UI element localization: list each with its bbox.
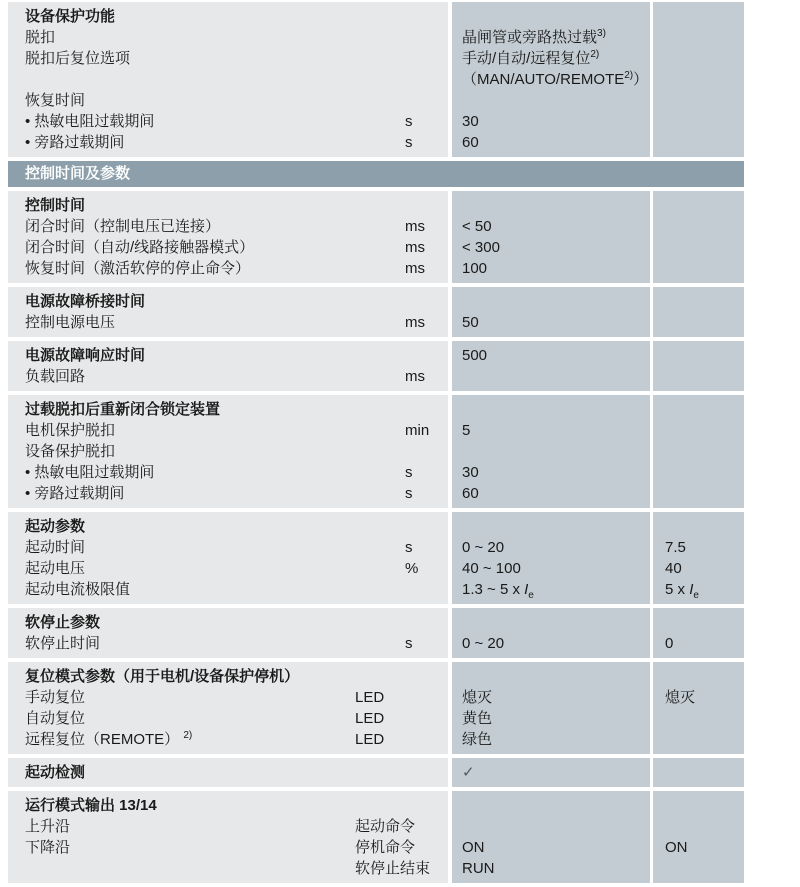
value-column-1 [452, 512, 650, 604]
value-column-2 [653, 791, 744, 883]
row-label-unit [8, 312, 448, 333]
row-unit [355, 399, 448, 420]
row-unit: 停机命令 [355, 839, 416, 856]
value-column-1 [452, 395, 650, 508]
row-value-1 [452, 816, 650, 837]
row-unit: s [405, 635, 413, 652]
spec-group-reset-mode-parameters [8, 662, 744, 754]
row-value-2: 40 [665, 560, 682, 577]
row-value-1: 熄灭 [462, 689, 493, 706]
row-label: 负载回路 [25, 368, 86, 385]
row-label: 起动电压 [25, 560, 86, 577]
label-unit-column [8, 341, 448, 391]
label-unit-column [8, 2, 448, 157]
row-unit [355, 6, 448, 27]
row-value-1 [452, 399, 650, 420]
value-column-1 [452, 191, 650, 283]
row-value-1: 100 [462, 260, 488, 277]
label-unit-column [8, 791, 448, 883]
row-unit [355, 795, 448, 816]
row-value-1: （MAN/AUTO/REMOTE$^{2)}$） [462, 70, 649, 88]
row-value-2 [653, 420, 744, 441]
row-label-unit [8, 90, 448, 111]
row-value-1: RUN [462, 860, 495, 877]
row-value-2 [653, 729, 744, 750]
label-unit-column [8, 191, 448, 283]
value-column-2 [653, 2, 744, 157]
spec-group-start-detection [8, 758, 744, 787]
section-band-control-times-and-parameters: 控制时间及参数 [8, 161, 744, 187]
row-unit [355, 516, 448, 537]
spec-group-reclosing-lockout-after-overload-trip [8, 395, 744, 508]
row-label: 闭合时间（控制电压已连接） [25, 218, 221, 235]
spec-table [8, 2, 744, 887]
row-value-2 [653, 291, 744, 312]
spec-group-power-failure-bridging-time [8, 287, 744, 337]
value-column-2 [653, 341, 744, 391]
value-column-1 [452, 2, 650, 157]
row-label: 电机保护脱扣 [25, 422, 116, 439]
spec-group-device-protection-functions [8, 2, 744, 157]
row-value-2: 5 x $I_e$ [665, 581, 699, 601]
row-label-unit [8, 366, 448, 387]
row-value-1: 0 ~ 20 [462, 635, 505, 652]
row-unit [355, 291, 448, 312]
row-label-unit [8, 441, 448, 462]
row-label [8, 69, 355, 90]
row-unit [355, 666, 448, 687]
row-value-1 [452, 90, 650, 111]
row-label: 自动复位 [25, 710, 86, 727]
row-value-1: 5 [462, 422, 471, 439]
row-unit [355, 579, 448, 600]
row-label: 恢复时间 [25, 92, 86, 109]
value-column-1 [452, 662, 650, 754]
value-column-1 [452, 341, 650, 391]
row-value-1 [452, 612, 650, 633]
row-value-1: 500 [462, 347, 488, 364]
row-value-1 [452, 195, 650, 216]
value-column-1 [452, 791, 650, 883]
value-column-2 [653, 287, 744, 337]
row-unit: ms [405, 260, 425, 277]
row-unit: s [405, 485, 413, 502]
row-value-1: 0 ~ 20 [462, 539, 505, 556]
row-value-2 [653, 237, 744, 258]
row-label-unit [8, 345, 448, 366]
row-value-1: 60 [462, 485, 479, 502]
value-column-2 [653, 395, 744, 508]
row-value-2 [653, 312, 744, 333]
row-value-1: 黄色 [462, 710, 493, 727]
row-label: 起动电流极限值 [25, 581, 131, 598]
row-label-unit [8, 258, 448, 279]
row-label-unit [8, 612, 448, 633]
row-value-1: 50 [462, 314, 479, 331]
value-column-2 [653, 191, 744, 283]
row-unit: min [405, 422, 430, 439]
row-value-1: 30 [462, 113, 479, 130]
row-label: • 旁路过载期间 [25, 134, 125, 151]
row-value-1 [452, 795, 650, 816]
spec-group-operating-mode-output-13-14 [8, 791, 744, 883]
row-value-2: 0 [665, 635, 674, 652]
row-label-unit [8, 6, 448, 27]
row-unit [355, 441, 448, 462]
spec-group-power-failure-response-time [8, 341, 744, 391]
row-label-unit [8, 666, 448, 687]
row-label-unit [8, 579, 448, 600]
row-label: 设备保护脱扣 [25, 443, 116, 460]
row-unit: LED [355, 710, 385, 727]
row-value-2 [653, 90, 744, 111]
row-value-2: ON [665, 839, 688, 856]
row-unit [355, 48, 448, 69]
row-label-unit [8, 558, 448, 579]
row-value-2 [653, 48, 744, 69]
row-value-2 [653, 258, 744, 279]
row-label: • 热敏电阻过载期间 [25, 464, 155, 481]
row-unit: % [405, 560, 419, 577]
row-value-1: 1.3 ~ 5 x $I_e$ [462, 581, 534, 601]
row-value-2 [653, 27, 744, 48]
row-value-1: 手动/自动/远程复位$^{2)}$ [462, 49, 600, 67]
row-label: • 热敏电阻过载期间 [25, 113, 155, 130]
row-unit [355, 90, 448, 111]
row-unit: s [405, 464, 413, 481]
row-label-unit [8, 237, 448, 258]
row-value-1 [452, 291, 650, 312]
row-label-unit [8, 795, 448, 816]
row-value-1: 60 [462, 134, 479, 151]
row-label-unit [8, 48, 448, 69]
value-column-2 [653, 662, 744, 754]
label-unit-column [8, 287, 448, 337]
row-unit: 软停止结束 [355, 860, 431, 877]
row-heading: 复位模式参数（用于电机/设备保护停机） [25, 668, 300, 685]
row-value-2 [653, 345, 744, 366]
row-value-1 [452, 366, 650, 387]
row-unit: 起动命令 [355, 818, 416, 835]
row-value-1: 40 ~ 100 [462, 560, 521, 577]
row-value-1: ✓ [462, 764, 475, 781]
row-heading: 电源故障响应时间 [25, 347, 146, 364]
row-unit [355, 195, 448, 216]
row-unit: LED [355, 731, 385, 748]
value-column-1 [452, 758, 650, 787]
row-label-unit [8, 516, 448, 537]
row-label-unit [8, 633, 448, 654]
row-heading: 电源故障桥接时间 [25, 293, 146, 310]
row-unit: s [405, 134, 413, 151]
row-label: 远程复位（REMOTE） $^{2)}$ [25, 730, 193, 748]
row-value-2 [653, 366, 744, 387]
row-label-unit [8, 462, 448, 483]
row-label: 手动复位 [25, 689, 86, 706]
spec-group-starting-parameters [8, 512, 744, 604]
row-label: 脱扣后复位选项 [25, 50, 131, 67]
label-unit-column [8, 662, 448, 754]
row-value-2 [653, 6, 744, 27]
row-label-unit [8, 858, 448, 879]
row-label-unit [8, 111, 448, 132]
row-label: • 旁路过载期间 [25, 485, 125, 502]
row-value-2 [653, 795, 744, 816]
label-unit-column [8, 395, 448, 508]
row-value-2 [653, 399, 744, 420]
row-heading: 起动检测 [25, 764, 86, 781]
row-unit: ms [405, 368, 425, 385]
row-label: 脱扣 [25, 29, 56, 46]
row-unit: s [405, 113, 413, 130]
row-value-2 [653, 69, 744, 90]
label-unit-column [8, 758, 448, 787]
label-unit-column [8, 608, 448, 658]
row-label-unit [8, 762, 448, 783]
row-label-unit [8, 195, 448, 216]
row-value-1: 30 [462, 464, 479, 481]
row-value-2 [653, 441, 744, 462]
row-value-2: 熄灭 [665, 689, 696, 706]
row-label-unit [8, 537, 448, 558]
row-value-1 [452, 6, 650, 27]
row-label-unit [8, 837, 448, 858]
row-label-unit [8, 729, 448, 750]
row-unit [355, 612, 448, 633]
row-unit: ms [405, 314, 425, 331]
row-value-2 [653, 516, 744, 537]
row-unit: ms [405, 239, 425, 256]
value-column-2 [653, 608, 744, 658]
row-label: 恢复时间（激活软停的停止命令） [25, 260, 251, 277]
row-heading: 起动参数 [25, 518, 86, 535]
row-unit [355, 69, 448, 90]
row-value-1: < 300 [462, 239, 500, 256]
row-label: 上升沿 [25, 818, 71, 835]
row-unit: LED [355, 689, 385, 706]
row-value-2 [653, 483, 744, 504]
row-value-2 [653, 762, 744, 783]
row-heading: 软停止参数 [25, 614, 101, 631]
row-heading: 过载脱扣后重新闭合锁定装置 [25, 401, 221, 418]
row-heading: 设备保护功能 [25, 8, 116, 25]
value-column-1 [452, 608, 650, 658]
row-value-2 [653, 612, 744, 633]
row-value-2 [653, 708, 744, 729]
row-label: 控制电源电压 [25, 314, 116, 331]
value-column-2 [653, 512, 744, 604]
row-label-unit [8, 69, 448, 90]
row-value-2 [653, 666, 744, 687]
row-value-2 [653, 816, 744, 837]
row-unit: s [405, 539, 413, 556]
row-label-unit [8, 27, 448, 48]
label-unit-column [8, 512, 448, 604]
row-heading: 控制时间 [25, 197, 86, 214]
row-value-1: 晶闸管或旁路热过载$^{3)}$ [462, 28, 606, 46]
value-column-1 [452, 287, 650, 337]
row-value-1: ON [462, 839, 485, 856]
row-label: 起动时间 [25, 539, 86, 556]
row-label-unit [8, 132, 448, 153]
row-unit [355, 345, 448, 366]
row-value-1 [452, 441, 650, 462]
row-value-2 [653, 216, 744, 237]
row-unit [355, 762, 448, 783]
row-label-unit [8, 483, 448, 504]
row-label [8, 858, 355, 879]
row-value-1 [452, 516, 650, 537]
row-label: 闭合时间（自动/线路接触器模式） [25, 239, 255, 256]
spec-group-soft-stop-parameters [8, 608, 744, 658]
row-label-unit [8, 420, 448, 441]
row-unit [355, 27, 448, 48]
row-value-2 [653, 132, 744, 153]
row-label-unit [8, 687, 448, 708]
row-label: 下降沿 [25, 839, 71, 856]
row-label-unit [8, 399, 448, 420]
row-value-2 [653, 858, 744, 879]
row-value-1: 绿色 [462, 731, 493, 748]
row-label-unit [8, 216, 448, 237]
spec-group-control-times [8, 191, 744, 283]
row-value-2 [653, 195, 744, 216]
row-heading: 运行模式输出 13/14 [25, 797, 157, 814]
row-label: 软停止时间 [25, 635, 101, 652]
row-value-2: 7.5 [665, 539, 686, 556]
row-label-unit [8, 816, 448, 837]
row-label-unit [8, 291, 448, 312]
value-column-2 [653, 758, 744, 787]
row-value-2 [653, 462, 744, 483]
row-label-unit [8, 708, 448, 729]
row-unit: ms [405, 218, 425, 235]
row-value-1 [452, 666, 650, 687]
row-value-1: < 50 [462, 218, 492, 235]
row-value-2 [653, 111, 744, 132]
